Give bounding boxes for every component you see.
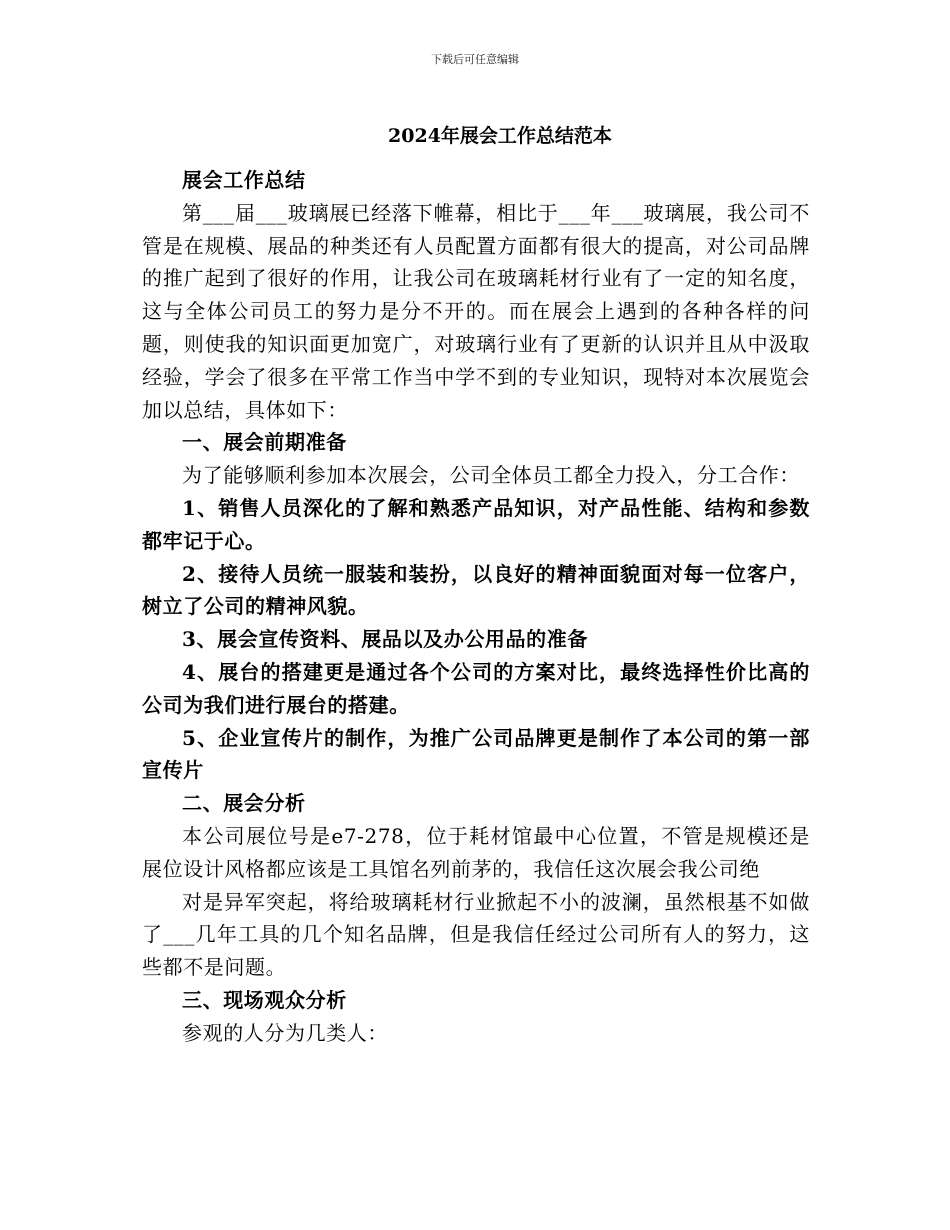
list-item-4: 4、展台的搭建更是通过各个公司的方案对比，最终选择性价比高的公司为我们进行展台的搭建。 [142,659,810,717]
list-item-3: 3、展会宣传资料、展品以及办公用品的准备 [182,627,588,652]
document-title: 2024年展会工作总结范本 [388,125,612,147]
section-heading-analysis: 二、展会分析 [182,791,306,816]
paragraph-audience: 参观的人分为几类人： [182,1020,388,1045]
paragraph-intro: 第___届___玻璃展已经落下帷幕，相比于___年___玻璃展，我公司不管是在规模、展品的种类还有人员配置方面都有很大的提高，对公司品牌的推广起到了很好的作用，让我公司在玻璃耗材行业有了一定的知名度，这与全体公司员工的努力是分不开的。而在展会上遇到的各种各样的问题，则使我的知识面更加宽广，对玻璃行业有了更新的认识并且从中汲取经验，学会了很多在平常工作当中学不到的专业知识，现特对本次展览会加以总结，具体如下： [142,200,810,422]
header-note: 下载后可任意编辑 [431,53,519,66]
list-item-1: 1、销售人员深化的了解和熟悉产品知识，对产品性能、结构和参数都牢记于心。 [142,495,810,553]
paragraph-preparation: 为了能够顺利参加本次展会，公司全体员工都全力投入，分工合作： [182,463,800,488]
document-body [142,164,810,1050]
list-item-2: 2、接待人员统一服装和装扮，以良好的精神面貌面对每一位客户，树立了公司的精神风貌。 [142,561,810,619]
paragraph-booth: 本公司展位号是e7-278，位于耗材馆最中心位置，不管是规模还是展位设计风格都应该是工具馆名列前茅的，我信任这次展会我公司绝 [142,823,810,881]
list-item-5: 5、企业宣传片的制作，为推广公司品牌更是制作了本公司的第一部宣传片 [142,725,810,783]
section-heading-audience: 三、现场观众分析 [182,987,347,1012]
paragraph-outlook: 对是异军突起，将给玻璃耗材行业掀起不小的波澜，虽然根基不如做了___几年工具的几个知名品牌，但是我信任经过公司所有人的努力，这些都不是问题。 [142,889,810,980]
section-heading-preparation: 一、展会前期准备 [182,430,347,455]
section-heading-summary: 展会工作总结 [182,168,306,192]
